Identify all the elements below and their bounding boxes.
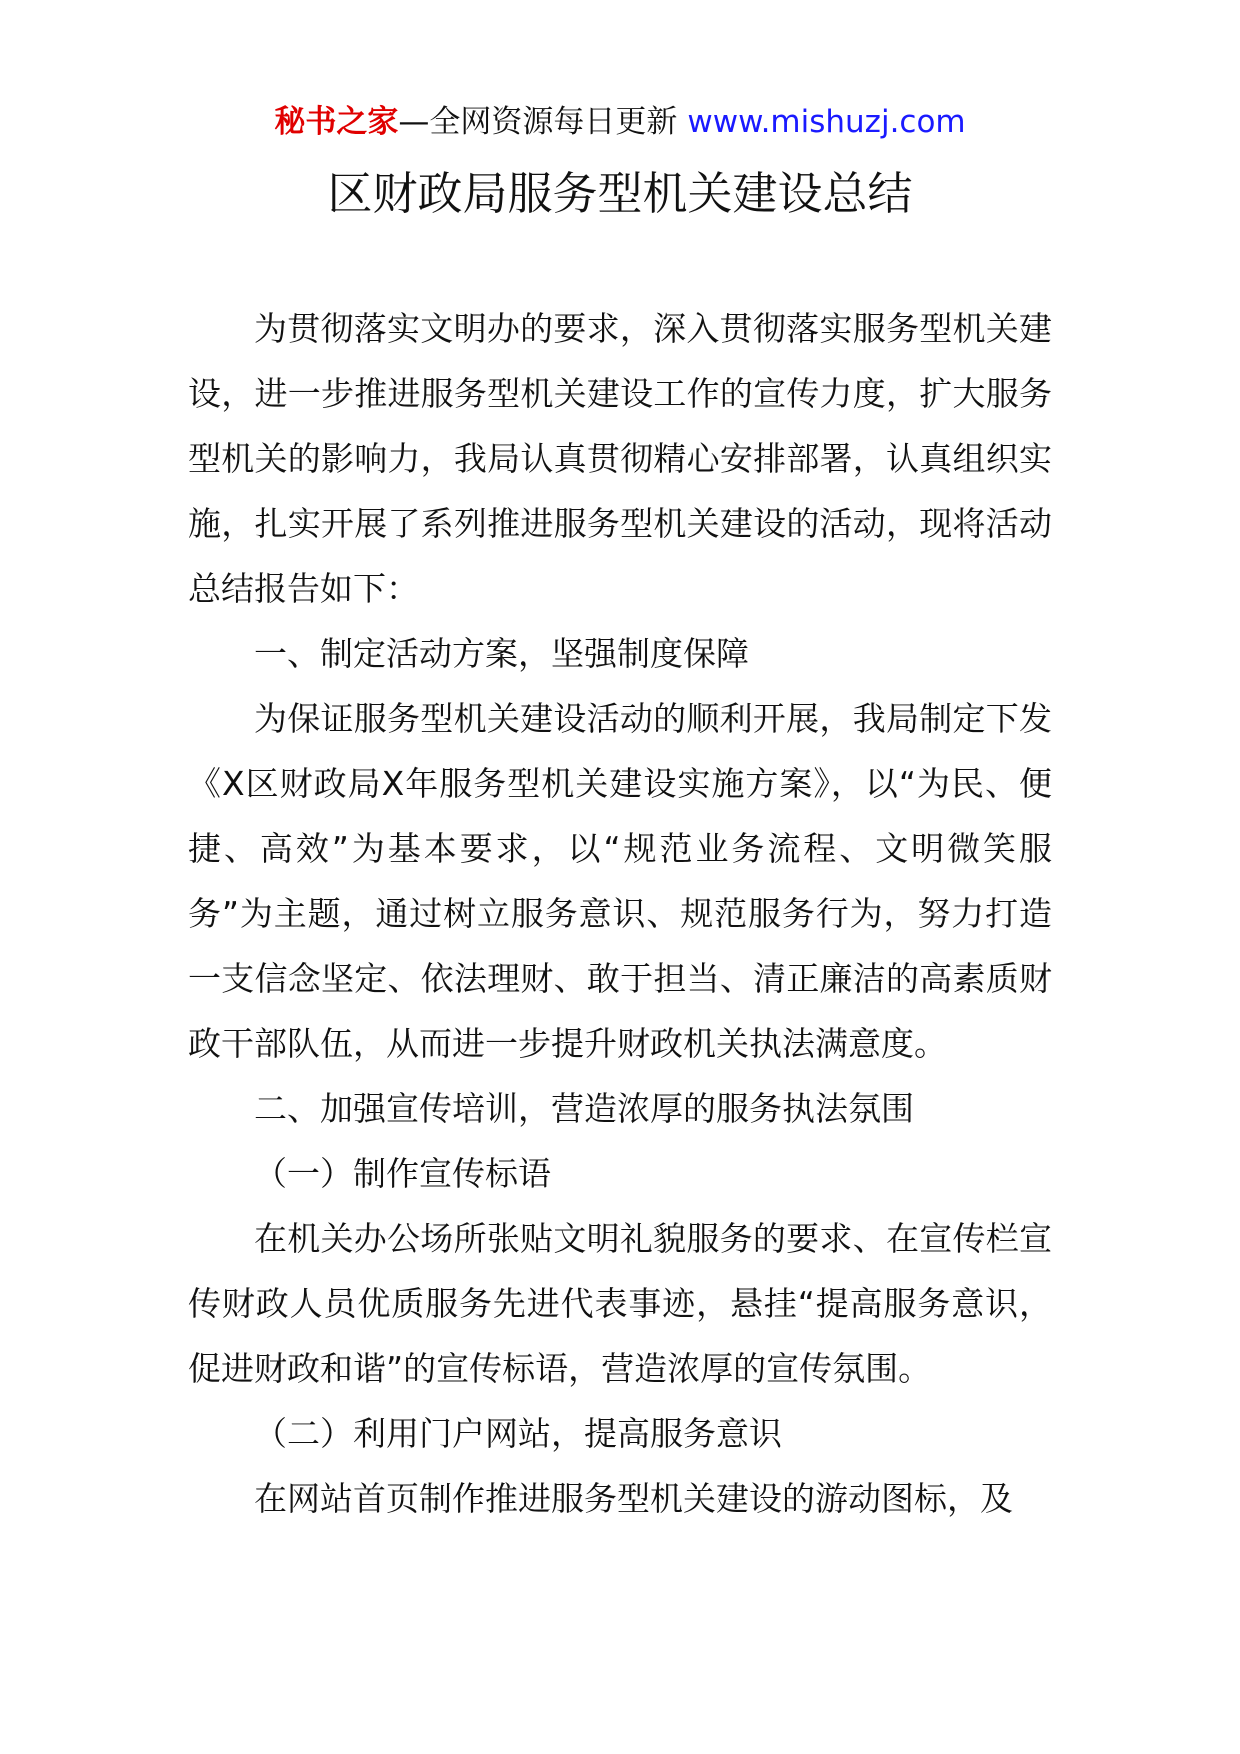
subsection-2-heading: （二）利用门户网站，提高服务意识: [254, 1414, 782, 1453]
subsection-1-paragraph: 在机关办公场所张贴文明礼貌服务的要求、在宣传栏宣传财政人员优质服务先进代表事迹，悬挂“提高服务意识，促进财政和谐”的宣传标语，营造浓厚的宣传氛围。: [188, 1219, 1052, 1388]
brand-name: 秘书之家: [274, 104, 399, 140]
document-body: [188, 296, 1052, 1531]
intro-paragraph: 为贯彻落实文明办的要求，深入贯彻落实服务型机关建设，进一步推进服务型机关建设工作的宣传力度，扩大服务型机关的影响力，我局认真贯彻精心安排部署，认真组织实施，扎实开展了系列推进服务型机关建设的活动，现将活动总结报告如下：: [188, 309, 1052, 608]
site-url[interactable]: www.mishuzj.com: [687, 104, 966, 140]
document-title: 区财政局服务型机关建设总结: [327, 167, 913, 220]
subsection-1-heading: （一）制作宣传标语: [254, 1154, 551, 1193]
section-2-heading: 二、加强宣传培训，营造浓厚的服务执法氛围: [254, 1089, 914, 1128]
section-1-paragraph: 为保证服务型机关建设活动的顺利开展，我局制定下发《X区财政局X年服务型机关建设实施方案》，以“为民、便捷、高效”为基本要求，以“规范业务流程、文明微笑服务”为主题，通过树立服务意识、规范服务行为，努力打造一支信念坚定、依法理财、敢于担当、清正廉洁的高素质财政干部队伍，从而进一步提升财政机关执法满意度。: [188, 699, 1052, 1063]
header-tagline: —全网资源每日更新: [398, 104, 678, 140]
source-header: [0, 100, 1240, 144]
section-1-heading: 一、制定活动方案，坚强制度保障: [254, 634, 749, 673]
subsection-2-paragraph: 在网站首页制作推进服务型机关建设的游动图标，及: [254, 1479, 1013, 1518]
